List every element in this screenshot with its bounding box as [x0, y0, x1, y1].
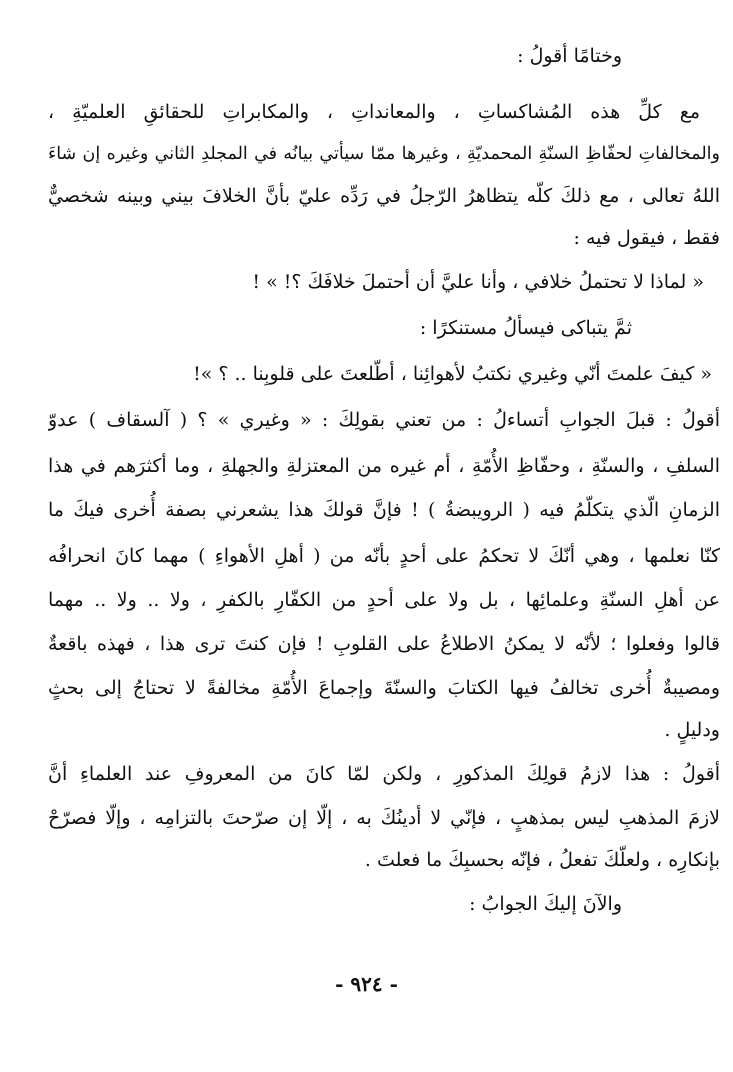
text-line: السلفِ ، والسنّةِ ، وحفّاظِ الأُمّةِ ، أم غيره من المعتزلةِ والجهلةِ ، وما أكثرَهم في هذا: [48, 455, 720, 477]
text-line: فقط ، فيقول فيه :: [573, 227, 720, 249]
text-line: ومصيبةٌ أُخرى تخالفُ فيها الكتابَ والسنّةَ وإجماعَ الأُمّةِ مخالفةً لا تحتاجُ إلى بحثٍ: [48, 677, 720, 699]
text-line: الزمانِ الّذي يتكلّمُ فيه ( الرويبضةُ ) ! فإنَّ قولكَ هذا يشعرني بصفة أُخرى فيكَ ما: [48, 499, 720, 521]
text-line: بإنكارِه ، ولعلّكَ تفعلُ ، فإنّه بحسبِكَ ما فعلتَ .: [364, 849, 720, 871]
text-line: والآنَ إليكَ الجوابُ :: [469, 893, 622, 915]
text-line: « كيفَ علمتَ أنّي وغيري نكتبُ لأهوائِنا ، أطّلعتَ على قلوبِنا .. ؟ »!: [193, 363, 712, 385]
text-line: لازمَ المذهبِ ليس بمذهبٍ ، فإنّي لا أدينُكَ به ، إلّا إن صرّحتَ بالتزامِه ، وإلّا فصرّحْ: [48, 807, 720, 829]
text-line: أقولُ : هذا لازمُ قولِكَ المذكورِ ، ولكن لمّا كانَ من المعروفِ عند العلماءِ أنَّ: [48, 763, 720, 785]
text-line: عن أهلِ السنّةِ وعلمائِها ، بل ولا على أحدٍ من الكفّارِ بالكفرِ ، ولا .. ولا .. مهما: [48, 589, 720, 611]
text-line: « لماذا لا تحتملُ خلافي ، وأنا عليَّ أن أحتملَ خلافَكَ ؟! » !: [252, 271, 704, 293]
text-line: مع كلِّ هذه المُشاكساتِ ، والمعانداتِ ، والمكابراتِ للحقائقِ العلميّةِ ،: [48, 101, 700, 123]
text-line: ودليلٍ .: [664, 719, 720, 741]
text-line: وختامًا أقولُ :: [517, 45, 622, 67]
text-line: كنّا نعلمها ، وهي أنّكَ لا تحكمُ على أحدٍ بأنّه من ( أهلِ الأهواءِ ) مهما كانَ انحرافُه: [48, 545, 720, 567]
book-page: [48, 36, 720, 1036]
text-line: أقولُ : قبلَ الجوابِ أتساءلُ : من تعني بقولِكَ : « وغيري » ؟ ( آلسقاف ) عدوّ: [48, 409, 720, 431]
text-line: والمخالفاتِ لحفّاظِ السنّةِ المحمديّةِ ، وغيرها ممّا سيأتي بيانُه في المجلدِ الثاني وغيره إن شاءَ: [48, 144, 720, 164]
text-line: اللهُ تعالى ، مع ذلكَ كلّه يتظاهرُ الرّجلُ في رَدِّه عليّ بأنَّ الخلافَ بيني وبينه شخصيٌّ: [48, 185, 720, 207]
text-line: قالوا وفعلوا ؛ لأنّه لا يمكنُ الاطلاعُ على القلوبِ ! فإن كنتَ ترى هذا ، فهذه باقعةٌ: [48, 633, 720, 655]
text-line: ثمَّ يتباكى فيسألُ مستنكرًا :: [419, 317, 632, 339]
page-number: - ٩٢٤ -: [335, 972, 398, 996]
